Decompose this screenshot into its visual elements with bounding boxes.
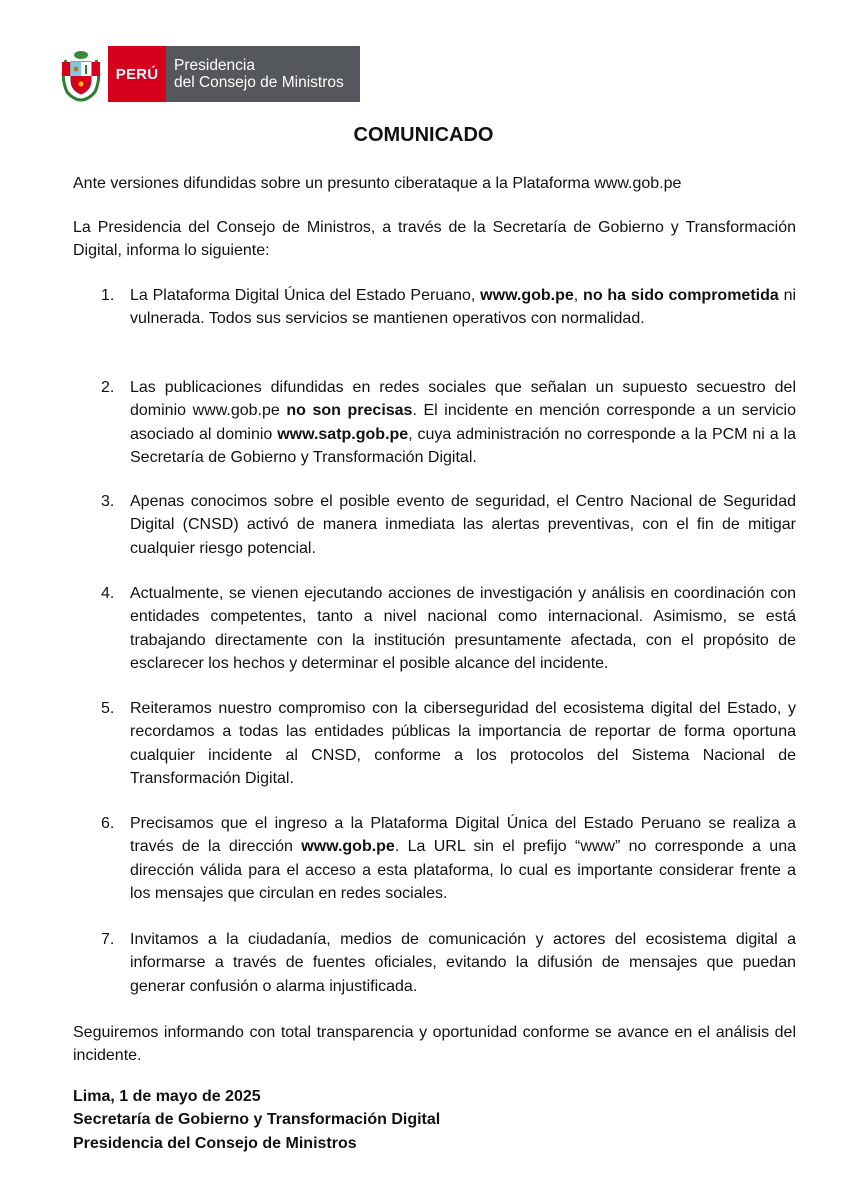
item-text: Invitamos a la ciudadanía, medios de comunicación y actores del ecosistema digital a informarse a través de fuentes oficiales, evitando la difusión de mensajes que puedan generar confusión o alarma injustificada.: [130, 931, 796, 995]
item-text: Precisamos que el ingreso a la Plataforma Digital Única del Estado Peruano se realiza a través de la dirección www.gob.pe. La URL sin el prefijo “www” no corresponde a una dirección válida para el acceso a esta plataforma, lo cual es importante considerar frente a los mensajes que circulan en redes sociales.: [130, 815, 796, 902]
logo-peru-label: PERÚ: [108, 46, 166, 102]
item-text: La Plataforma Digital Única del Estado Peruano, www.gob.pe, no ha sido comprometida ni vulnerada. Todos sus servicios se mantienen operativos con normalidad.: [130, 287, 797, 328]
item-number: 4.: [101, 585, 115, 602]
item-number: 1.: [101, 287, 115, 304]
signature-office: Secretaría de Gobierno y Transformación Digital: [73, 1111, 441, 1129]
signature-institution: Presidencia del Consejo de Ministros: [73, 1134, 357, 1152]
item-number: 5.: [101, 700, 115, 717]
context-paragraph: La Presidencia del Consejo de Ministros, a través de la Secretaría de Gobierno y Transformación Digital, informa lo siguiente:: [73, 219, 796, 260]
page-title: COMUNICADO: [353, 124, 494, 146]
intro-paragraph: Ante versiones difundidas sobre un presunto ciberataque a la Plataforma www.gob.pe: [73, 175, 682, 192]
item-text: Reiteramos nuestro compromiso con la ciberseguridad del ecosistema digital del Estado, y recordamos a todas las entidades públicas la importancia de reportar de forma oportuna cualquier incidente al CNSD, conforme a los protocolos del Sistema Nacional de Transformación Digital.: [130, 700, 796, 787]
closing-paragraph: Seguiremos informando con total transparencia y oportunidad conforme se avance en el análisis del incidente.: [73, 1024, 796, 1065]
coat-of-arms-icon: [58, 46, 104, 102]
signature-date: Lima, 1 de mayo de 2025: [73, 1088, 261, 1105]
item-text: Actualmente, se vienen ejecutando acciones de investigación y análisis en coordinación con entidades competentes, tanto a nivel nacional como internacional. Asimismo, se está trabajando directamente con la institución presuntamente afectada, con el propósito de esclarecer los hechos y determinar el posible alcance del incidente.: [130, 585, 796, 672]
header-logo: [58, 46, 360, 102]
item-text: Las publicaciones difundidas en redes sociales que señalan un supuesto secuestro del dominio www.gob.pe no son precisas. El incidente en mención corresponde a un servicio asociado al dominio www.satp.gob.pe, cuya administración no corresponde a la PCM ni a la Secretaría de Gobierno y Transformación Digital.: [130, 379, 796, 466]
item-text: Apenas conocimos sobre el posible evento de seguridad, el Centro Nacional de Seguridad Digital (CNSD) activó de manera inmediata las alertas preventivas, con el fin de mitigar cualquier riesgo potencial.: [130, 493, 796, 557]
item-number: 3.: [101, 493, 115, 510]
logo-line-2: del Consejo de Ministros: [174, 74, 344, 91]
logo-institution: [166, 46, 360, 102]
peru-pcm-logo: [108, 46, 360, 102]
logo-line-1: Presidencia: [174, 57, 255, 74]
signature-block: [73, 1085, 796, 1155]
item-number: 2.: [101, 379, 115, 396]
item-number: 6.: [101, 815, 115, 832]
item-number: 7.: [101, 931, 115, 948]
